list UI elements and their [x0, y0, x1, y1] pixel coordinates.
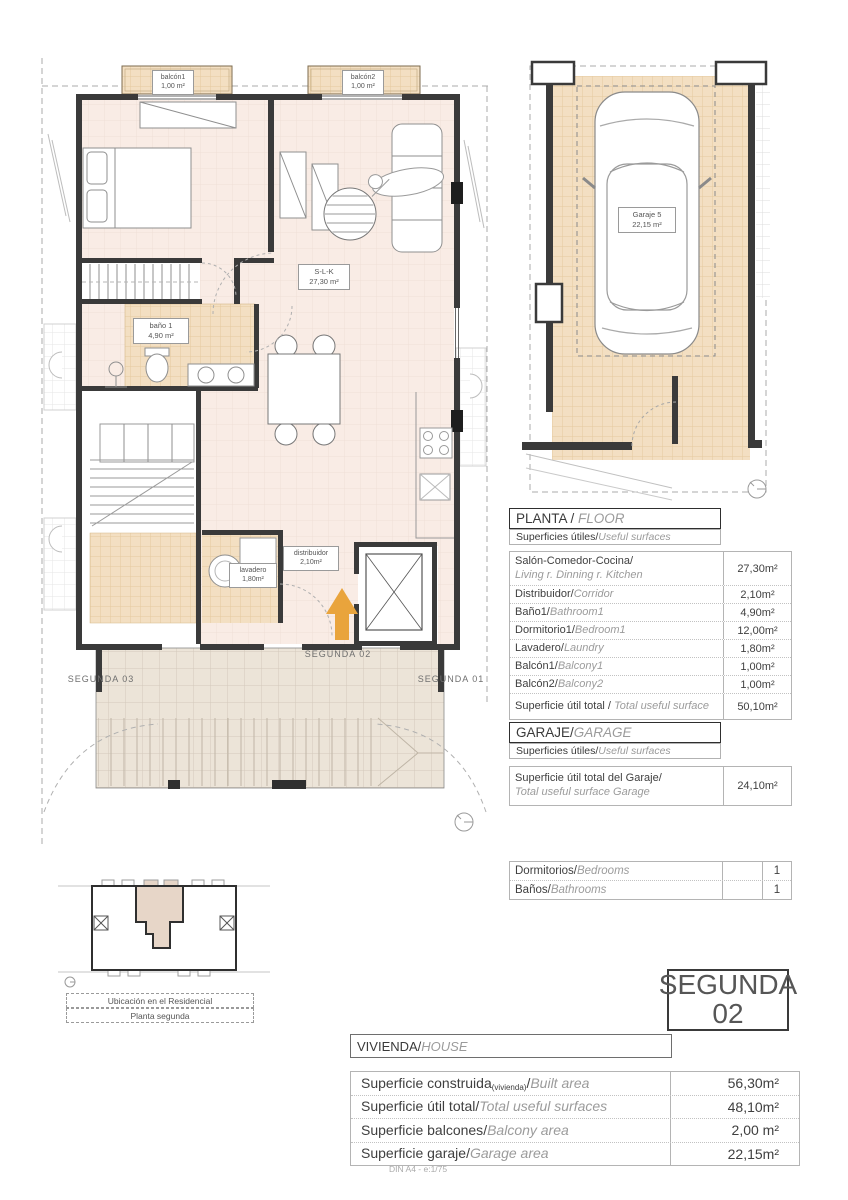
- table-row: Distribuidor/Corridor 2,10m²: [510, 585, 791, 603]
- laundry-name: lavadero: [239, 567, 267, 574]
- row-value: 22,15m²: [670, 1143, 799, 1166]
- garage-section-header: [509, 722, 721, 743]
- row-value: 12,00m²: [723, 622, 791, 639]
- floor-title-en: FLOOR: [578, 511, 625, 526]
- table-row: [510, 552, 791, 585]
- bed: [83, 148, 191, 228]
- laundry-area: 1,80m²: [242, 576, 264, 584]
- unit-plan-caption: SEGUNDA 02: [304, 649, 372, 659]
- round-table: [324, 188, 376, 240]
- balcony2-label: [342, 70, 384, 95]
- neighbor-left-caption: SEGUNDA 03: [67, 674, 135, 684]
- row-value: 1,80m²: [723, 640, 791, 657]
- row-value: 56,30m²: [670, 1072, 799, 1095]
- floor-plan-drawing: [40, 56, 490, 846]
- balcony1-label: [152, 70, 194, 95]
- row-label-es: Superficie útil total del Garaje/: [515, 772, 662, 785]
- row-label-es: Salón-Comedor-Cocina/: [515, 554, 633, 567]
- balcony2-name: balcón2: [350, 74, 376, 81]
- floor-areas-table: [509, 551, 792, 720]
- row-value: 1,00m²: [723, 658, 791, 675]
- spacer-cell: [722, 862, 762, 880]
- unit-badge-name: SEGUNDA: [658, 969, 798, 1001]
- total-row: Superficie útil total / Total useful surface 50,10m²: [510, 693, 791, 719]
- house-title-en: HOUSE: [421, 1039, 468, 1054]
- garage-spot-area: 22,15 m²: [632, 220, 662, 230]
- row-label-en: Total useful surface Garage: [515, 786, 650, 798]
- living-room-name: S-L-K: [314, 267, 334, 276]
- table-row: Dormitorio1/Bedroom1 12,00m²: [510, 621, 791, 639]
- spacer-cell: [722, 881, 762, 899]
- table-row: Superficie garaje/Garage area 22,15m²: [351, 1142, 799, 1166]
- garage-title-es: GARAJE/: [516, 725, 574, 740]
- table-row: Balcón1/Balcony1 1,00m²: [510, 657, 791, 675]
- table-row: Baño1/Bathroom1 4,90m²: [510, 603, 791, 621]
- row-value: 2,00 m²: [670, 1119, 799, 1142]
- table-row: Superficie construida(vivienda)/Built area 56,30m²: [351, 1072, 799, 1095]
- row-value: 48,10m²: [670, 1096, 799, 1119]
- table-row: Lavadero/Laundry 1,80m²: [510, 639, 791, 657]
- table-row: Baños/Bathrooms 1: [510, 880, 791, 899]
- total-value: 50,10m²: [723, 694, 791, 719]
- row-value: 1: [762, 862, 791, 880]
- table-row: Superficie útil total/Total useful surfaces 48,10m²: [351, 1095, 799, 1119]
- row-value: 24,10m²: [723, 767, 791, 805]
- rooms-count-table: [509, 861, 792, 900]
- bathroom-label: [133, 318, 189, 344]
- scale-caption: DIN A4 - e:1/75: [389, 1164, 448, 1174]
- table-row: Balcón2/Balcony2 1,00m²: [510, 675, 791, 693]
- terrace: [96, 648, 444, 788]
- floor-subtitle-en: Useful surfaces: [598, 531, 671, 543]
- house-areas-table: [350, 1071, 800, 1166]
- floor-subtitle-es: Superficies útiles/: [516, 531, 599, 543]
- garage-spot-name: Garaje 5: [632, 210, 662, 219]
- hall-label: [283, 546, 339, 571]
- unit-badge-number: 02: [712, 998, 744, 1029]
- table-row: Dormitorios/Bedrooms 1: [510, 862, 791, 880]
- garage-plan-drawing: [522, 56, 772, 504]
- garage-spot-label: [618, 207, 676, 233]
- elevator: [366, 554, 422, 630]
- house-title-es: VIVIENDA/: [357, 1039, 422, 1054]
- house-section-header: [350, 1034, 672, 1058]
- bathroom-name: baño 1: [149, 321, 173, 330]
- unit-badge: [658, 969, 798, 1031]
- garage-title-en: GARAGE: [573, 725, 632, 740]
- living-room-label: [298, 264, 350, 290]
- compass-icon: [455, 813, 473, 831]
- table-row: Superficie balcones/Balcony area 2,00 m²: [351, 1118, 799, 1142]
- bathroom-area: 4,90 m²: [148, 331, 174, 341]
- row-value: 4,90m²: [723, 604, 791, 621]
- closet: [100, 424, 194, 462]
- row-note: (vivienda): [491, 1082, 527, 1092]
- floor-section-subtitle: [509, 529, 721, 545]
- neighbor-right-caption: SEGUNDA 01: [417, 674, 485, 684]
- floor-section-header: [509, 508, 721, 529]
- row-value: 1,00m²: [723, 676, 791, 693]
- hall-area: 2,10m²: [300, 559, 322, 567]
- hall-name: distribuidor: [293, 550, 329, 557]
- balcony2-area: 1,00 m²: [351, 83, 375, 91]
- wardrobe: [140, 102, 236, 128]
- location-caption-1: Ubicación en el Residencial: [66, 993, 254, 1008]
- row-value: 1: [762, 881, 791, 899]
- row-value: 27,30m²: [723, 552, 791, 585]
- garage-compass-icon: [744, 476, 770, 502]
- table-row: [510, 767, 791, 805]
- location-minimap: [58, 872, 270, 990]
- living-room-area: 27,30 m²: [309, 277, 339, 287]
- balcony1-name: balcón1: [160, 74, 186, 81]
- laundry-label: [229, 563, 277, 588]
- balcony1-area: 1,00 m²: [161, 83, 185, 91]
- location-caption-2: Planta segunda: [66, 1008, 254, 1023]
- row-value: 2,10m²: [723, 586, 791, 603]
- garage-areas-table: [509, 766, 792, 806]
- garage-section-subtitle: Superficies útiles/Useful surfaces: [509, 743, 721, 759]
- row-label-en: Living r. Dinning r. Kitchen: [515, 568, 643, 581]
- floor-title-es: PLANTA /: [516, 511, 579, 526]
